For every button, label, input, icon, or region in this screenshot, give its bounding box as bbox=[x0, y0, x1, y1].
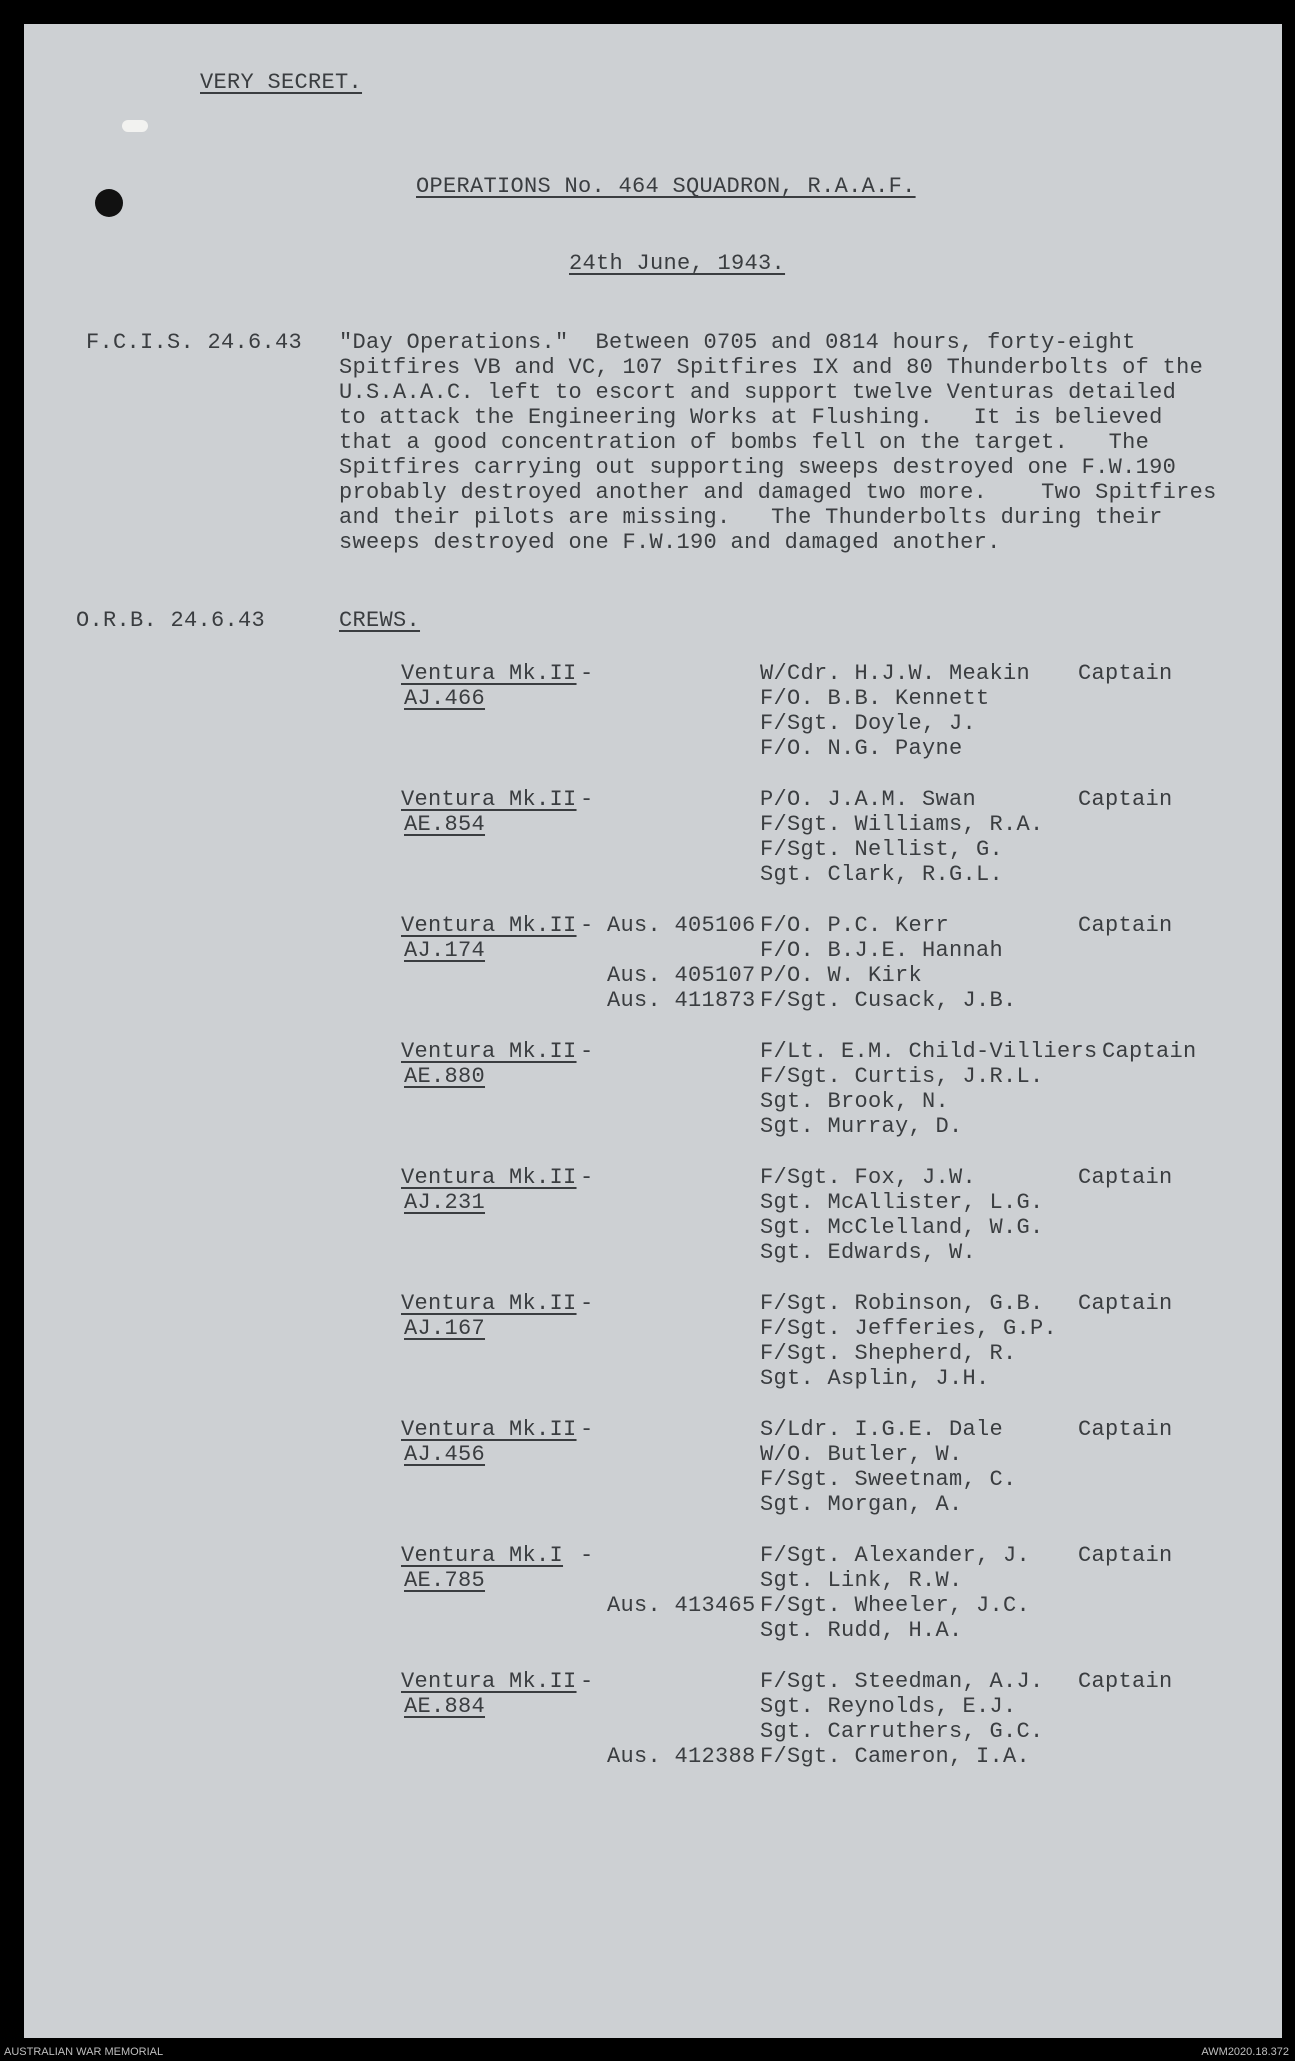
report-date: 24th June, 1943. bbox=[569, 251, 786, 276]
aircraft-type: Ventura Mk.II bbox=[401, 1417, 577, 1442]
crew-role: Captain bbox=[1078, 913, 1173, 938]
aircraft-dash: - bbox=[580, 1291, 594, 1316]
aircraft-dash: - bbox=[580, 1669, 594, 1694]
aircraft-dash: - bbox=[580, 1543, 594, 1568]
crew-member: F/Sgt. Jefferies, G.P. bbox=[760, 1316, 1058, 1341]
service-number: Aus. 411873 bbox=[607, 988, 756, 1013]
classification: VERY SECRET. bbox=[200, 70, 363, 95]
crew-member: F/Sgt. Williams, R.A. bbox=[760, 812, 1044, 837]
crew-member: F/Sgt. Sweetnam, C. bbox=[760, 1467, 1017, 1492]
crew-member: F/Sgt. Cameron, I.A. bbox=[760, 1744, 1031, 1769]
aircraft-dash: - bbox=[580, 1039, 594, 1064]
summary-line: and their pilots are missing. The Thunderbolts during their bbox=[339, 505, 1163, 530]
crew-member: Sgt. Rudd, H.A. bbox=[760, 1618, 963, 1643]
crew-member: P/O. W. Kirk bbox=[760, 963, 923, 988]
summary-line: Spitfires VB and VC, 107 Spitfires IX and 80 Thunderbolts of the bbox=[339, 355, 1204, 380]
crew-member: F/Lt. E.M. Child-Villiers bbox=[760, 1039, 1098, 1064]
crew-member: Sgt. McClelland, W.G. bbox=[760, 1215, 1044, 1240]
crew-member: F/O. B.B. Kennett bbox=[760, 686, 990, 711]
crew-member: F/Sgt. Robinson, G.B. bbox=[760, 1291, 1044, 1316]
document-page bbox=[24, 24, 1282, 2038]
unit-title: OPERATIONS No. 464 SQUADRON, R.A.A.F. bbox=[416, 174, 916, 199]
aircraft-serial: AJ.231 bbox=[404, 1190, 486, 1215]
crew-member: Sgt. Clark, R.G.L. bbox=[760, 862, 1004, 887]
summary-ref: F.C.I.S. 24.6.43 bbox=[86, 330, 303, 355]
summary-line: probably destroyed another and damaged two more. Two Spitfires bbox=[339, 480, 1217, 505]
crew-member: Sgt. McAllister, L.G. bbox=[760, 1190, 1044, 1215]
crews-ref: O.R.B. 24.6.43 bbox=[76, 608, 266, 633]
summary-line: Spitfires carrying out supporting sweeps destroyed one F.W.190 bbox=[339, 455, 1177, 480]
aircraft-dash: - bbox=[580, 787, 594, 812]
crew-member: Sgt. Carruthers, G.C. bbox=[760, 1719, 1044, 1744]
aircraft-serial: AE.785 bbox=[404, 1568, 486, 1593]
crew-member: F/O. P.C. Kerr bbox=[760, 913, 950, 938]
crew-member: F/Sgt. Alexander, J. bbox=[760, 1543, 1031, 1568]
aircraft-dash: - bbox=[580, 913, 594, 938]
crew-role: Captain bbox=[1078, 661, 1173, 686]
aircraft-serial: AE.880 bbox=[404, 1064, 486, 1089]
crew-member: P/O. J.A.M. Swan bbox=[760, 787, 977, 812]
crews-heading: CREWS. bbox=[339, 608, 421, 633]
crew-member: F/Sgt. Wheeler, J.C. bbox=[760, 1593, 1031, 1618]
aircraft-type: Ventura Mk.II bbox=[401, 1669, 577, 1694]
footer-right: AWM2020.18.372 bbox=[1201, 2046, 1289, 2058]
aircraft-serial: AE.884 bbox=[404, 1694, 486, 1719]
aircraft-type: Ventura Mk.I bbox=[401, 1543, 564, 1568]
aircraft-dash: - bbox=[580, 1165, 594, 1190]
crew-member: F/Sgt. Doyle, J. bbox=[760, 711, 977, 736]
aircraft-serial: AJ.456 bbox=[404, 1442, 486, 1467]
service-number: Aus. 413465 bbox=[607, 1593, 756, 1618]
service-number: Aus. 405106 bbox=[607, 913, 756, 938]
crew-member: Sgt. Morgan, A. bbox=[760, 1492, 963, 1517]
aircraft-serial: AJ.167 bbox=[404, 1316, 486, 1341]
crew-role: Captain bbox=[1078, 787, 1173, 812]
summary-line: "Day Operations." Between 0705 and 0814 hours, forty-eight bbox=[339, 330, 1136, 355]
summary-line: that a good concentration of bombs fell on the target. The bbox=[339, 430, 1150, 455]
crew-member: Sgt. Link, R.W. bbox=[760, 1568, 963, 1593]
crew-role: Captain bbox=[1102, 1039, 1197, 1064]
crew-member: F/Sgt. Cusack, J.B. bbox=[760, 988, 1017, 1013]
crew-member: F/Sgt. Steedman, A.J. bbox=[760, 1669, 1044, 1694]
summary-line: sweeps destroyed one F.W.190 and damaged another. bbox=[339, 530, 1001, 555]
crew-member: S/Ldr. I.G.E. Dale bbox=[760, 1417, 1004, 1442]
crew-member: W/O. Butler, W. bbox=[760, 1442, 963, 1467]
aircraft-type: Ventura Mk.II bbox=[401, 1291, 577, 1316]
aircraft-type: Ventura Mk.II bbox=[401, 1165, 577, 1190]
crew-member: Sgt. Murray, D. bbox=[760, 1114, 963, 1139]
aircraft-dash: - bbox=[580, 1417, 594, 1442]
crew-role: Captain bbox=[1078, 1165, 1173, 1190]
footer-left: AUSTRALIAN WAR MEMORIAL bbox=[4, 2046, 164, 2058]
punch-hole bbox=[95, 189, 123, 217]
paper-tear bbox=[122, 120, 148, 132]
crew-member: F/Sgt. Fox, J.W. bbox=[760, 1165, 977, 1190]
crew-member: F/O. N.G. Payne bbox=[760, 736, 963, 761]
crew-role: Captain bbox=[1078, 1417, 1173, 1442]
crew-role: Captain bbox=[1078, 1543, 1173, 1568]
aircraft-dash: - bbox=[580, 661, 594, 686]
summary-line: to attack the Engineering Works at Flushing. It is believed bbox=[339, 405, 1163, 430]
crew-role: Captain bbox=[1078, 1291, 1173, 1316]
crew-member: Sgt. Reynolds, E.J. bbox=[760, 1694, 1017, 1719]
crew-member: W/Cdr. H.J.W. Meakin bbox=[760, 661, 1031, 686]
aircraft-serial: AE.854 bbox=[404, 812, 486, 837]
service-number: Aus. 405107 bbox=[607, 963, 756, 988]
crew-member: F/Sgt. Nellist, G. bbox=[760, 837, 1004, 862]
crew-member: Sgt. Asplin, J.H. bbox=[760, 1366, 990, 1391]
aircraft-type: Ventura Mk.II bbox=[401, 661, 577, 686]
aircraft-type: Ventura Mk.II bbox=[401, 787, 577, 812]
aircraft-serial: AJ.174 bbox=[404, 938, 486, 963]
crew-member: Sgt. Brook, N. bbox=[760, 1089, 950, 1114]
aircraft-type: Ventura Mk.II bbox=[401, 1039, 577, 1064]
crew-member: F/Sgt. Curtis, J.R.L. bbox=[760, 1064, 1044, 1089]
crew-member: F/Sgt. Shepherd, R. bbox=[760, 1341, 1017, 1366]
crew-role: Captain bbox=[1078, 1669, 1173, 1694]
service-number: Aus. 412388 bbox=[607, 1744, 756, 1769]
summary-line: U.S.A.A.C. left to escort and support twelve Venturas detailed bbox=[339, 380, 1177, 405]
aircraft-type: Ventura Mk.II bbox=[401, 913, 577, 938]
aircraft-serial: AJ.466 bbox=[404, 686, 486, 711]
crew-member: F/O. B.J.E. Hannah bbox=[760, 938, 1004, 963]
crew-member: Sgt. Edwards, W. bbox=[760, 1240, 977, 1265]
